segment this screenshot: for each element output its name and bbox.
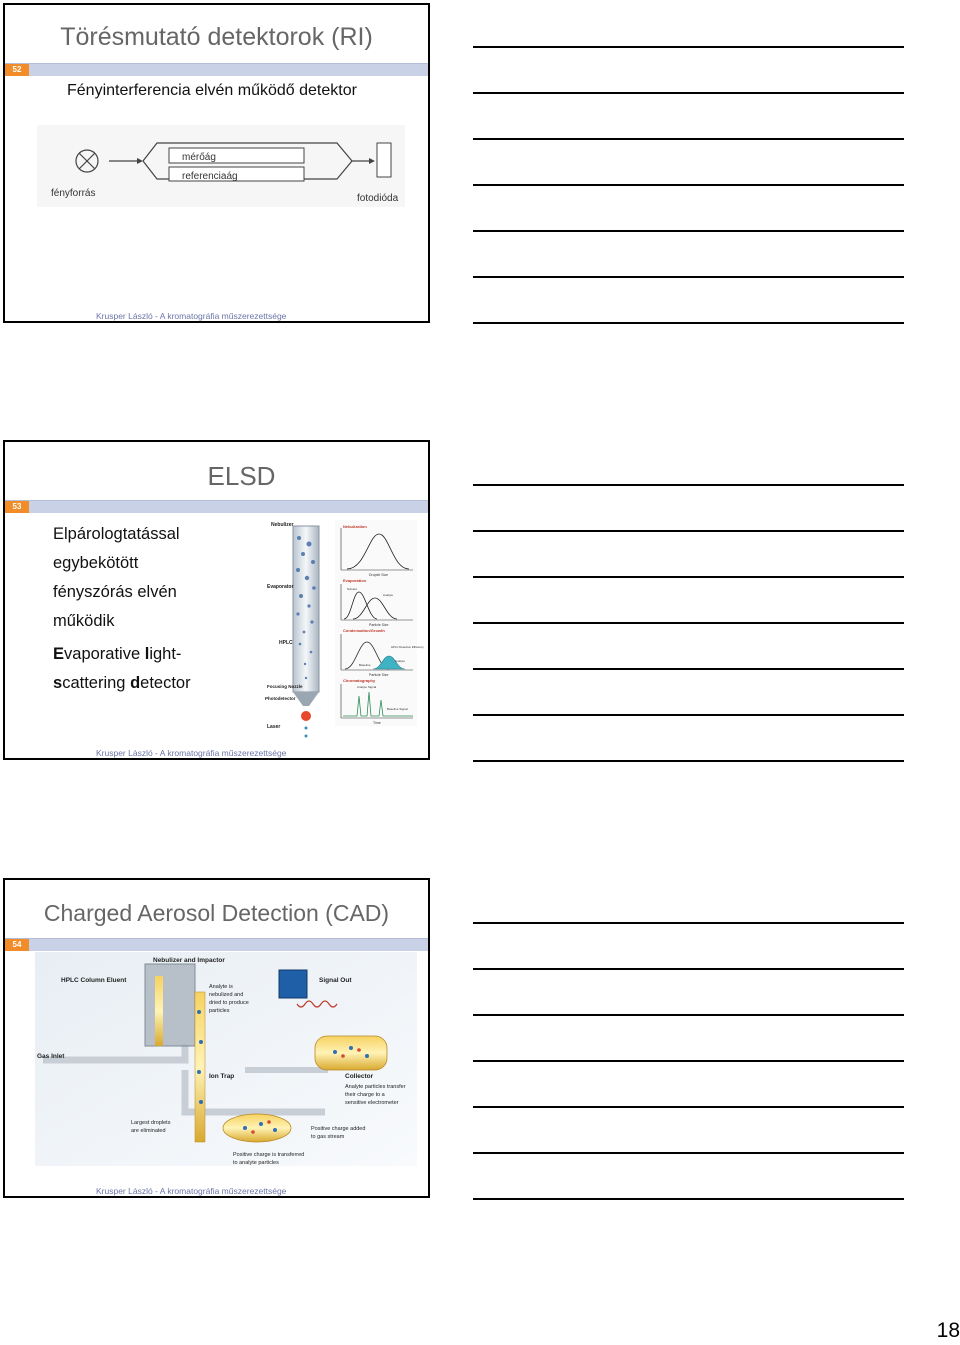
svg-text:Evaporation: Evaporation [343,578,367,583]
slide-52 [3,3,430,323]
svg-text:Analyte is: Analyte is [209,984,233,990]
note-line [473,668,904,670]
svg-text:to gas stream: to gas stream [311,1134,345,1140]
svg-text:Nebulizer and Impactor: Nebulizer and Impactor [153,957,225,964]
svg-text:Nebulizer: Nebulizer [271,522,294,528]
page-number: 18 [936,1319,960,1342]
slide-53 [3,440,430,760]
svg-text:Analyte Signal: Analyte Signal [357,685,377,689]
svg-text:HPLC: HPLC [279,640,293,646]
ion-trap [223,1114,291,1142]
cad-figure [35,952,417,1166]
svg-text:Analyte: Analyte [395,659,406,663]
nebulizer-chamber [145,964,195,1046]
slide-number: 53 [5,501,29,513]
light-source-icon [76,150,98,172]
photodiode [377,143,391,177]
slide-number: 54 [5,939,29,951]
slide-body-text [53,520,191,698]
note-line [473,968,904,970]
svg-text:Particle Size: Particle Size [369,673,389,677]
svg-text:Nebulization: Nebulization [343,524,367,529]
svg-text:HPLC Detection Efficiency: HPLC Detection Efficiency [391,645,424,649]
svg-text:Evaporator: Evaporator [267,584,294,590]
note-line [473,922,904,924]
elsd-distribution-charts [335,520,424,726]
title-bar [5,63,428,76]
text-line: Elpárologtatással [53,525,180,543]
svg-text:nebulized and: nebulized and [209,992,244,998]
svg-text:Condensation/Growth: Condensation/Growth [343,628,385,633]
svg-text:Baseline Signal: Baseline Signal [387,707,408,711]
svg-text:Particle Size: Particle Size [369,623,389,627]
slide-number: 52 [5,64,29,76]
slide-title: Charged Aerosol Detection (CAD) [43,900,390,926]
slide-title: Törésmutató detektorok (RI) [60,23,373,51]
svg-text:fényforrás: fényforrás [51,188,96,199]
note-line [473,530,904,532]
svg-text:are eliminated: are eliminated [131,1128,166,1134]
note-line [473,1106,904,1108]
text-line: működik [53,612,115,630]
svg-text:Positive charge added: Positive charge added [311,1126,366,1132]
note-line [473,230,904,232]
slide-54 [3,878,430,1198]
note-line [473,1060,904,1062]
svg-text:Chromatography: Chromatography [343,678,376,683]
svg-text:dried to produce: dried to produce [209,1000,249,1006]
svg-text:Analyte: Analyte [383,593,394,597]
slide-footer: Krusper László - A kromatográfia műszerezettsége [96,311,287,321]
title-bar [5,938,428,951]
note-line [473,484,904,486]
svg-text:Droplet Size: Droplet Size [369,573,389,577]
svg-text:particles: particles [209,1008,230,1014]
collector [315,1036,387,1070]
laser-spot [301,711,311,721]
svg-text:Focusing Nozzle: Focusing Nozzle [267,684,303,689]
note-line [473,322,904,324]
svg-text:Baseline: Baseline [359,663,371,667]
svg-text:Solvent: Solvent [347,587,358,591]
svg-text:Positive charge is transferred: Positive charge is transferred [233,1152,305,1158]
note-line [473,576,904,578]
note-line [473,760,904,762]
slide-footer: Krusper László - A kromatográfia műszerezettsége [96,748,287,758]
svg-text:to analyte particles: to analyte particles [233,1160,279,1166]
title-bar [5,500,428,513]
note-line [473,622,904,624]
svg-text:fotodióda: fotodióda [357,193,399,204]
svg-text:Photodetector: Photodetector [265,696,296,701]
svg-text:Largest droplets: Largest droplets [131,1120,171,1126]
ri-detector-diagram [37,125,405,207]
note-line [473,184,904,186]
text-line: fényszórás elvén [53,583,177,601]
svg-text:Collector: Collector [345,1073,374,1080]
svg-text:Ion Trap: Ion Trap [209,1073,235,1080]
slide-subtitle: Fényinterferencia elvén működő detektor [67,82,357,99]
english-term-cont: scattering detector [53,674,191,692]
slide-title: ELSD [207,461,276,491]
svg-text:their charge to a: their charge to a [345,1092,385,1098]
svg-text:Gas Inlet: Gas Inlet [37,1053,65,1060]
text-line: egybekötött [53,554,139,572]
svg-text:Time: Time [373,721,381,725]
note-line [473,1152,904,1154]
signal-out-box [279,970,307,998]
svg-text:Analyte particles transfer: Analyte particles transfer [345,1084,406,1090]
svg-text:HPLC Column Eluent: HPLC Column Eluent [61,977,127,984]
note-line [473,46,904,48]
note-line [473,1198,904,1200]
english-term: Evaporative light- [53,645,182,663]
note-line [473,138,904,140]
svg-text:Signal Out: Signal Out [319,977,352,984]
svg-text:mérőág: mérőág [182,152,216,163]
slide-footer: Krusper László - A kromatográfia műszerezettsége [96,1186,287,1196]
note-line [473,1014,904,1016]
note-line [473,714,904,716]
svg-text:Laser: Laser [267,724,281,730]
note-line [473,92,904,94]
note-line [473,276,904,278]
svg-text:sensitive electrometer: sensitive electrometer [345,1100,399,1106]
svg-text:referenciaág: referenciaág [182,171,238,182]
